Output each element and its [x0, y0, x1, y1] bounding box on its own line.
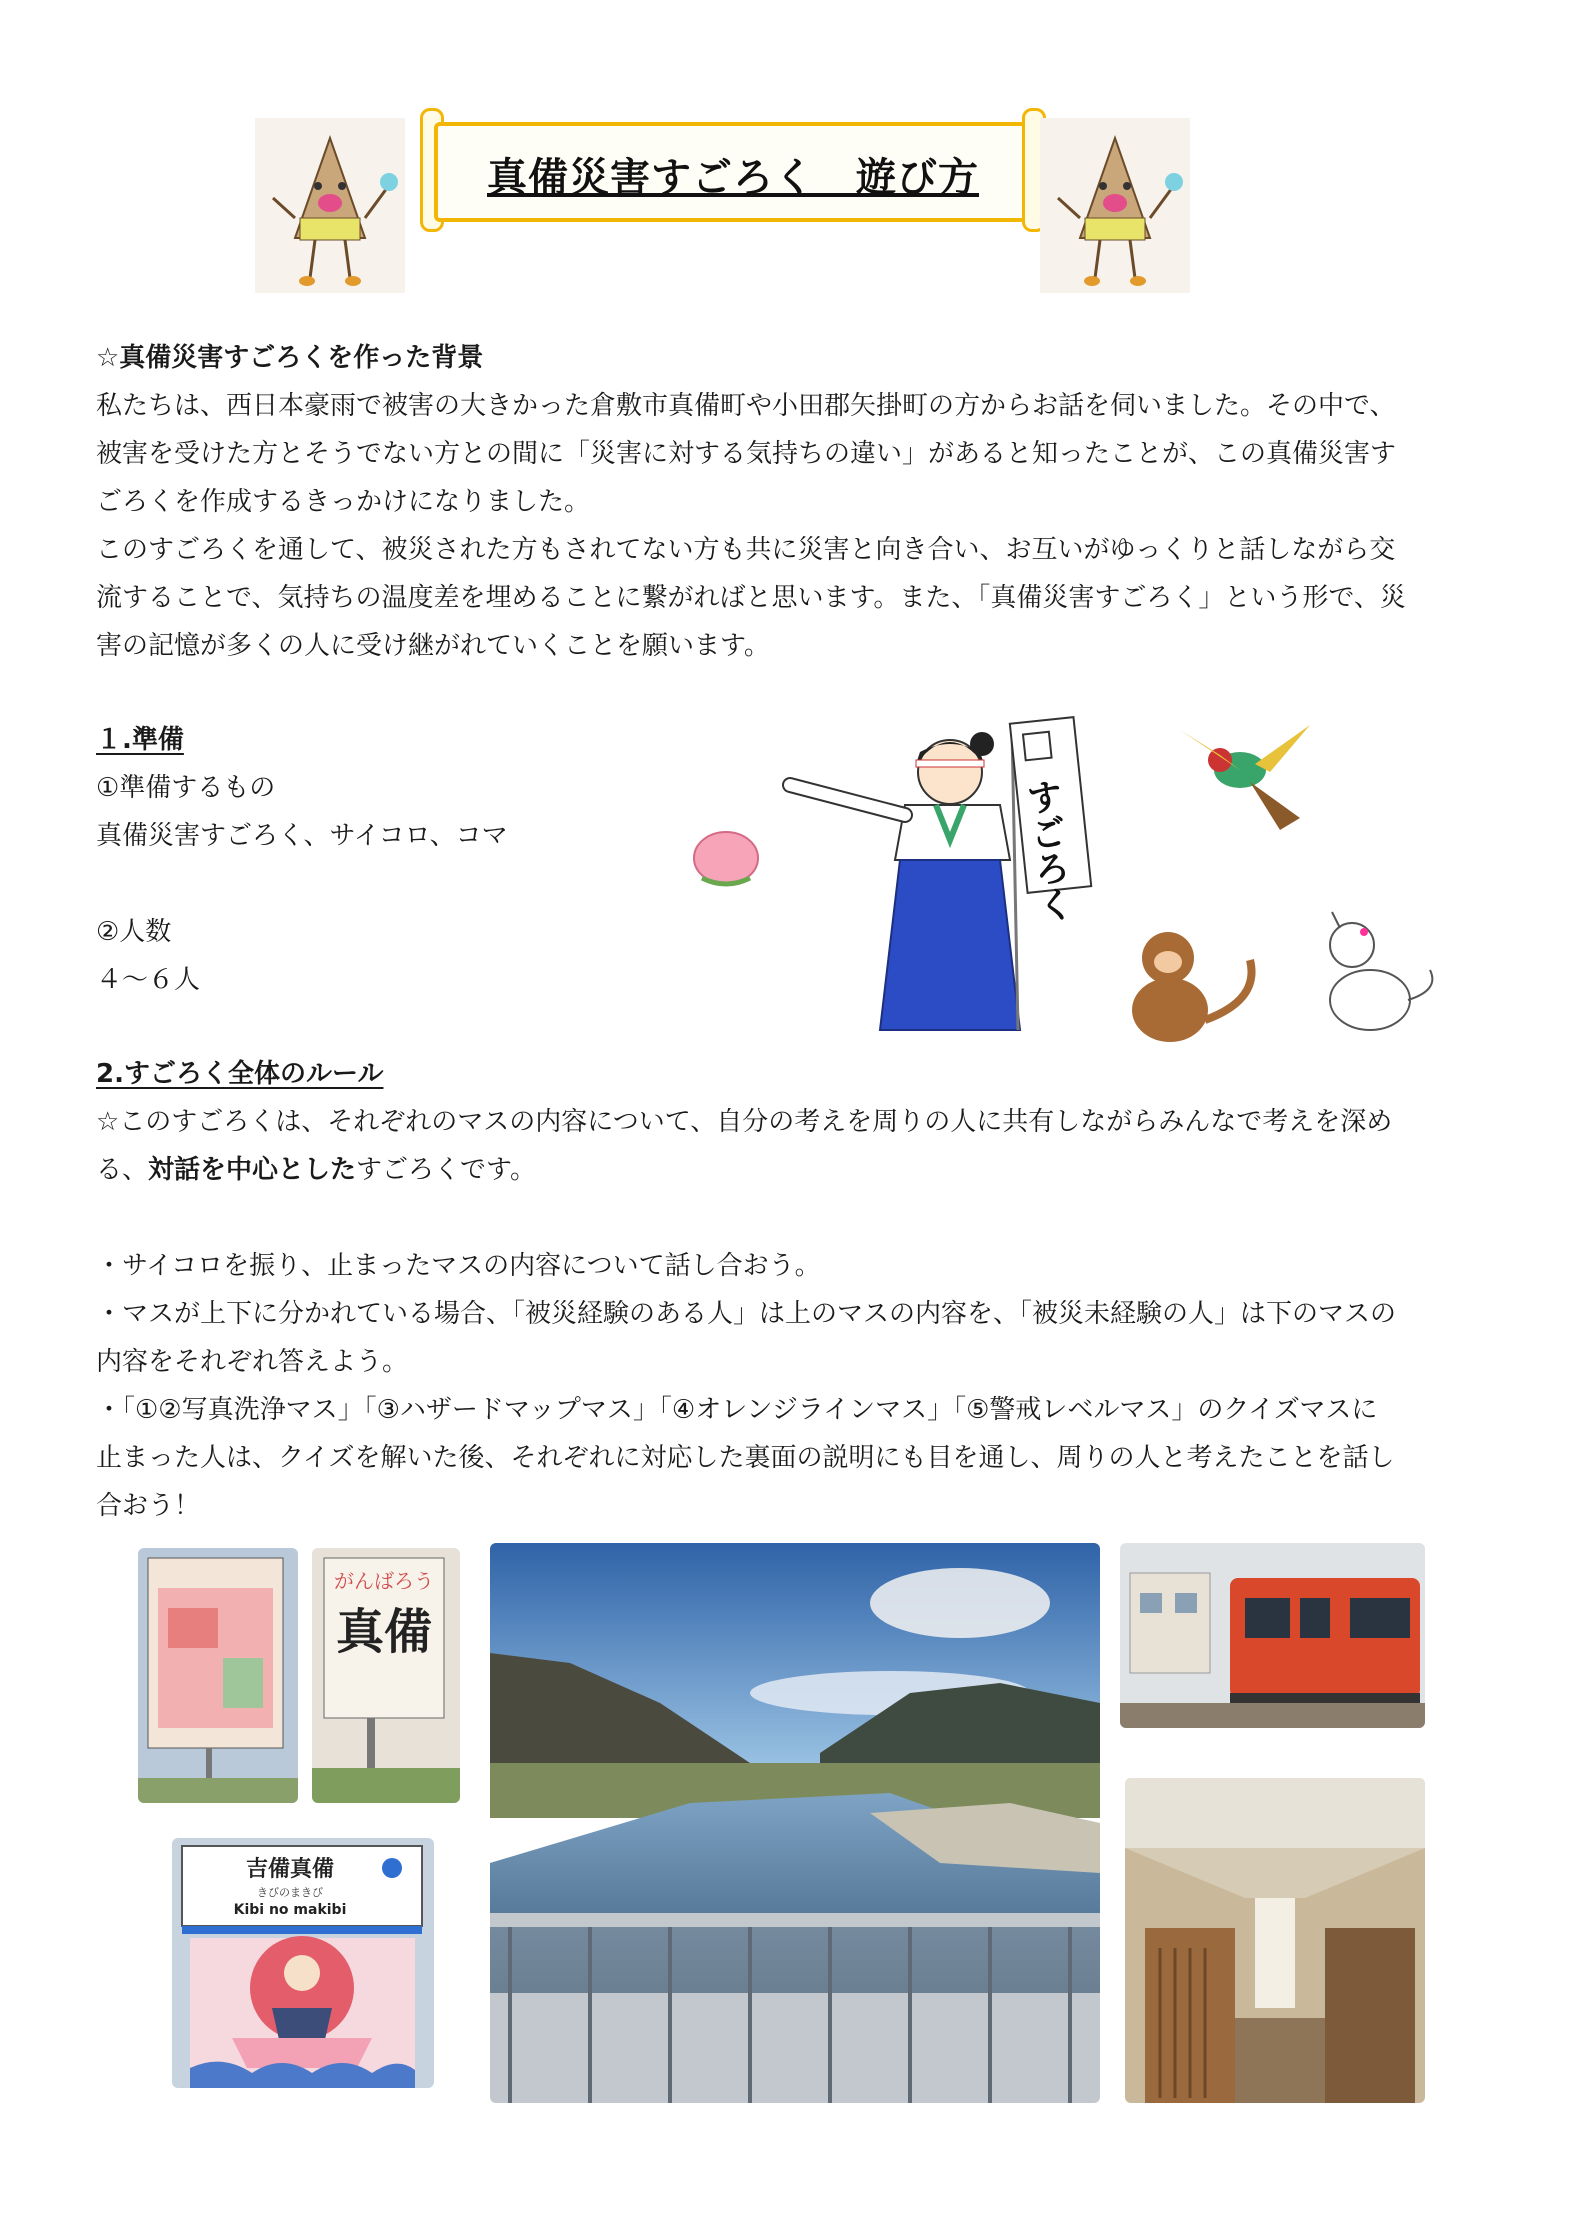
- players-value: ４～６人: [96, 965, 201, 995]
- players-label: ②人数: [96, 917, 172, 947]
- photo-ganbarou-mabi-sign: [312, 1548, 460, 1803]
- intro-pre-text: る、: [96, 1155, 149, 1185]
- intro-bold-text: 対話を中心とした: [148, 1155, 357, 1185]
- background-line-2: 被害を受けた方とそうでない方との間に「災害に対する気持ちの違い」があると知ったことが、この真備災害す: [96, 439, 1397, 469]
- photo-red-train: [1120, 1543, 1425, 1728]
- sign-main-text: 真備: [335, 1604, 433, 1660]
- banner-text: すごろく: [1019, 776, 1076, 925]
- sugoroku-banner: [1010, 717, 1091, 924]
- background-line-4: このすごろくを通して、被災された方もされてない方も共に災害と向き合い、お互いがゆっくりと話しながら交: [96, 535, 1396, 565]
- rules-heading: 2.すごろく全体のルール: [96, 1059, 384, 1089]
- title-banner: [418, 110, 1048, 226]
- rule-line-3: 内容をそれぞれ答えよう。: [96, 1347, 409, 1377]
- background-line-3: ごろくを作成するきっかけになりました。: [96, 487, 591, 517]
- rule-line-1: ・サイコロを振り、止まったマスの内容について話し合おう。: [96, 1251, 821, 1281]
- station-kana-text: きびのまきび: [257, 1886, 323, 1899]
- preparation-heading: １.準備: [96, 725, 184, 755]
- rules-intro-line-1: ☆このすごろくは、それぞれのマスの内容について、自分の考えを周りの人に共有しながらみんなで考えを深め: [96, 1107, 1393, 1137]
- preparation-section: [96, 716, 736, 1004]
- rule-line-2: ・マスが上下に分かれている場合、「被災経験のある人」は上のマスの内容を、「被災未経験の人」は下のマスの: [96, 1299, 1397, 1329]
- station-name-text: 吉備真備: [245, 1857, 335, 1882]
- items-value: 真備災害すごろく、サイコロ、コマ: [96, 821, 508, 851]
- photo-station-sign: [172, 1838, 434, 2088]
- intro-post-text: すごろくです。: [356, 1155, 536, 1185]
- photo-hazard-map-sign: [138, 1548, 298, 1803]
- peach-illustration: [694, 832, 758, 884]
- mascot-left-image: [255, 118, 405, 293]
- boy-illustration: [790, 730, 1020, 1030]
- rule-line-4: ・「①②写真洗浄マス」「③ハザードマップマス」「④オレンジラインマス」「⑤警戒レベルマス」のクイズマスに: [96, 1395, 1378, 1425]
- rule-line-6: 合おう！: [96, 1491, 201, 1521]
- rule-line-5: 止まった人は、クイズを解いた後、それぞれに対応した裏面の説明にも目を通し、周りの人と考えたことを話し: [96, 1443, 1395, 1473]
- page-title: 真備災害すごろく 遊び方: [487, 155, 979, 201]
- background-line-6: 害の記憶が多くの人に受け継がれていくことを願います。: [96, 631, 770, 661]
- illustration-group: [680, 700, 1460, 1070]
- station-roman-text: Kibi no makibi: [233, 1902, 347, 1918]
- rules-intro-line-2: [96, 1146, 1488, 1194]
- photo-river-landscape: [490, 1543, 1100, 2103]
- items-label: ①準備するもの: [96, 773, 276, 803]
- sign-top-text: がんばろう: [334, 1569, 434, 1593]
- background-section: [96, 334, 1488, 670]
- photo-train-interior: [1125, 1778, 1425, 2103]
- mascot-right-image: [1040, 118, 1190, 293]
- dog-illustration: [1330, 912, 1432, 1030]
- background-line-1: 私たちは、西日本豪雨で被害の大きかった倉敷市真備町や小田郡矢掛町の方からお話を伺いました。その中で、: [96, 391, 1396, 421]
- monkey-illustration: [1132, 932, 1252, 1042]
- pheasant-illustration: [1180, 725, 1310, 830]
- background-line-5: 流することで、気持ちの温度差を埋めることに繋がればと思います。また、「真備災害すごろく」という形で、災: [96, 583, 1406, 613]
- background-heading: ☆真備災害すごろくを作った背景: [96, 343, 484, 373]
- rules-section: [96, 1050, 1488, 1530]
